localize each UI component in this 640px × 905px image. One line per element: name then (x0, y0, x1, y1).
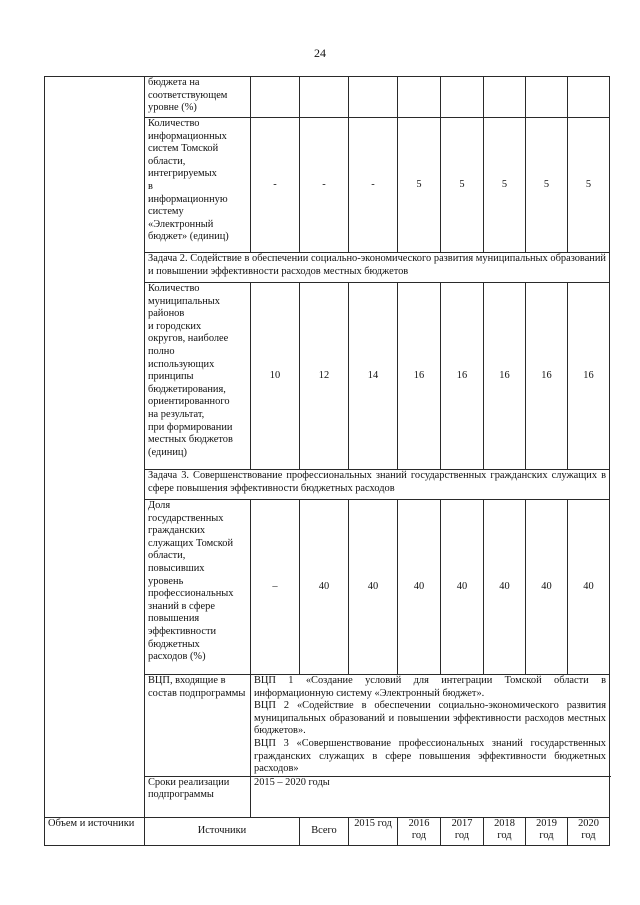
value-cell (251, 77, 300, 118)
value-cell: 40 (484, 500, 526, 675)
terms-label: Сроки реализации подпрограммы (145, 776, 251, 817)
value-cell: 40 (526, 500, 568, 675)
funding-label: Объем и источники (45, 817, 145, 845)
value-cell (484, 77, 526, 118)
value-cell: 40 (441, 500, 484, 675)
funding-header-row (45, 817, 610, 845)
value-cell: 16 (526, 283, 568, 470)
value-cell: - (349, 118, 398, 253)
value-cell: - (251, 118, 300, 253)
year-header: 2018 год (484, 817, 526, 845)
value-cell: 5 (526, 118, 568, 253)
value-cell: 40 (300, 500, 349, 675)
year-header: 2015 год (349, 817, 398, 845)
value-cell: 5 (568, 118, 610, 253)
year-header: 2017 год (441, 817, 484, 845)
value-cell (526, 77, 568, 118)
value-cell (441, 77, 484, 118)
value-cell: – (251, 500, 300, 675)
page-number: 24 (314, 46, 326, 60)
value-cell: 12 (300, 283, 349, 470)
value-cell: 16 (484, 283, 526, 470)
vcp-list (251, 675, 610, 777)
value-cell: 5 (398, 118, 441, 253)
value-cell (300, 77, 349, 118)
value-cell: 40 (398, 500, 441, 675)
task-3-text: Задача 3. Совершенствование профессиональных знаний государственных гражданских служащих в сфере повышения эффективности бюджетных расходов (145, 470, 610, 500)
value-cell: - (300, 118, 349, 253)
value-cell: 40 (568, 500, 610, 675)
value-cell: 10 (251, 283, 300, 470)
value-cell: 5 (484, 118, 526, 253)
value-cell (568, 77, 610, 118)
indicator-name: Количество муниципальных районов и городских округов, наиболее полно использующих принципы бюджетирования, ориентированного на результат, при формировании местных бюджетов (единиц) (145, 283, 251, 470)
value-cell (349, 77, 398, 118)
year-header: 2019 год (526, 817, 568, 845)
indicator-row-budget-share (45, 77, 610, 118)
value-cell: 16 (441, 283, 484, 470)
vcp-item: ВЦП 2 «Содействие в обеспечении социально-экономического развития муниципальных образований и повышении эффективности расходов местных бюджетов». (254, 700, 606, 737)
year-header: 2016 год (398, 817, 441, 845)
value-cell: 16 (568, 283, 610, 470)
total-header: Всего (300, 817, 349, 845)
value-cell: 16 (398, 283, 441, 470)
vcp-item: ВЦП 1 «Создание условий для интеграции Томской области в информационную систему «Электронный бюджет». (254, 675, 606, 699)
year-header: 2020 год (568, 817, 610, 845)
terms-value: 2015 – 2020 годы (251, 776, 610, 817)
subprogram-passport-table (44, 76, 610, 846)
vcp-label: ВЦП, входящие в состав подпрограммы (145, 675, 251, 777)
vcp-item: ВЦП 3 «Совершенствование профессиональных знаний государственных гражданских служащих в сфере повышения эффективности бюджетных расходов» (254, 737, 606, 775)
indicator-name: Количество информационных систем Томской области, интегрируемых в информационную систему «Электронный бюджет» (единиц) (145, 118, 251, 253)
value-cell: 5 (441, 118, 484, 253)
value-cell: 40 (349, 500, 398, 675)
value-cell: 14 (349, 283, 398, 470)
sources-header: Источники (145, 817, 300, 845)
label-cell-empty (45, 77, 145, 818)
task-2-text: Задача 2. Содействие в обеспечении социально-экономического развития муниципальных образований и повышении эффективности расходов местных бюджетов (145, 253, 610, 283)
indicator-name: бюджета на соответствующем уровне (%) (145, 77, 251, 118)
indicator-name: Доля государственных гражданских служащих Томской области, повысивших уровень профессиональных знаний в сфере повышения эффективности бюджетных расходов (%) (145, 500, 251, 675)
value-cell (398, 77, 441, 118)
